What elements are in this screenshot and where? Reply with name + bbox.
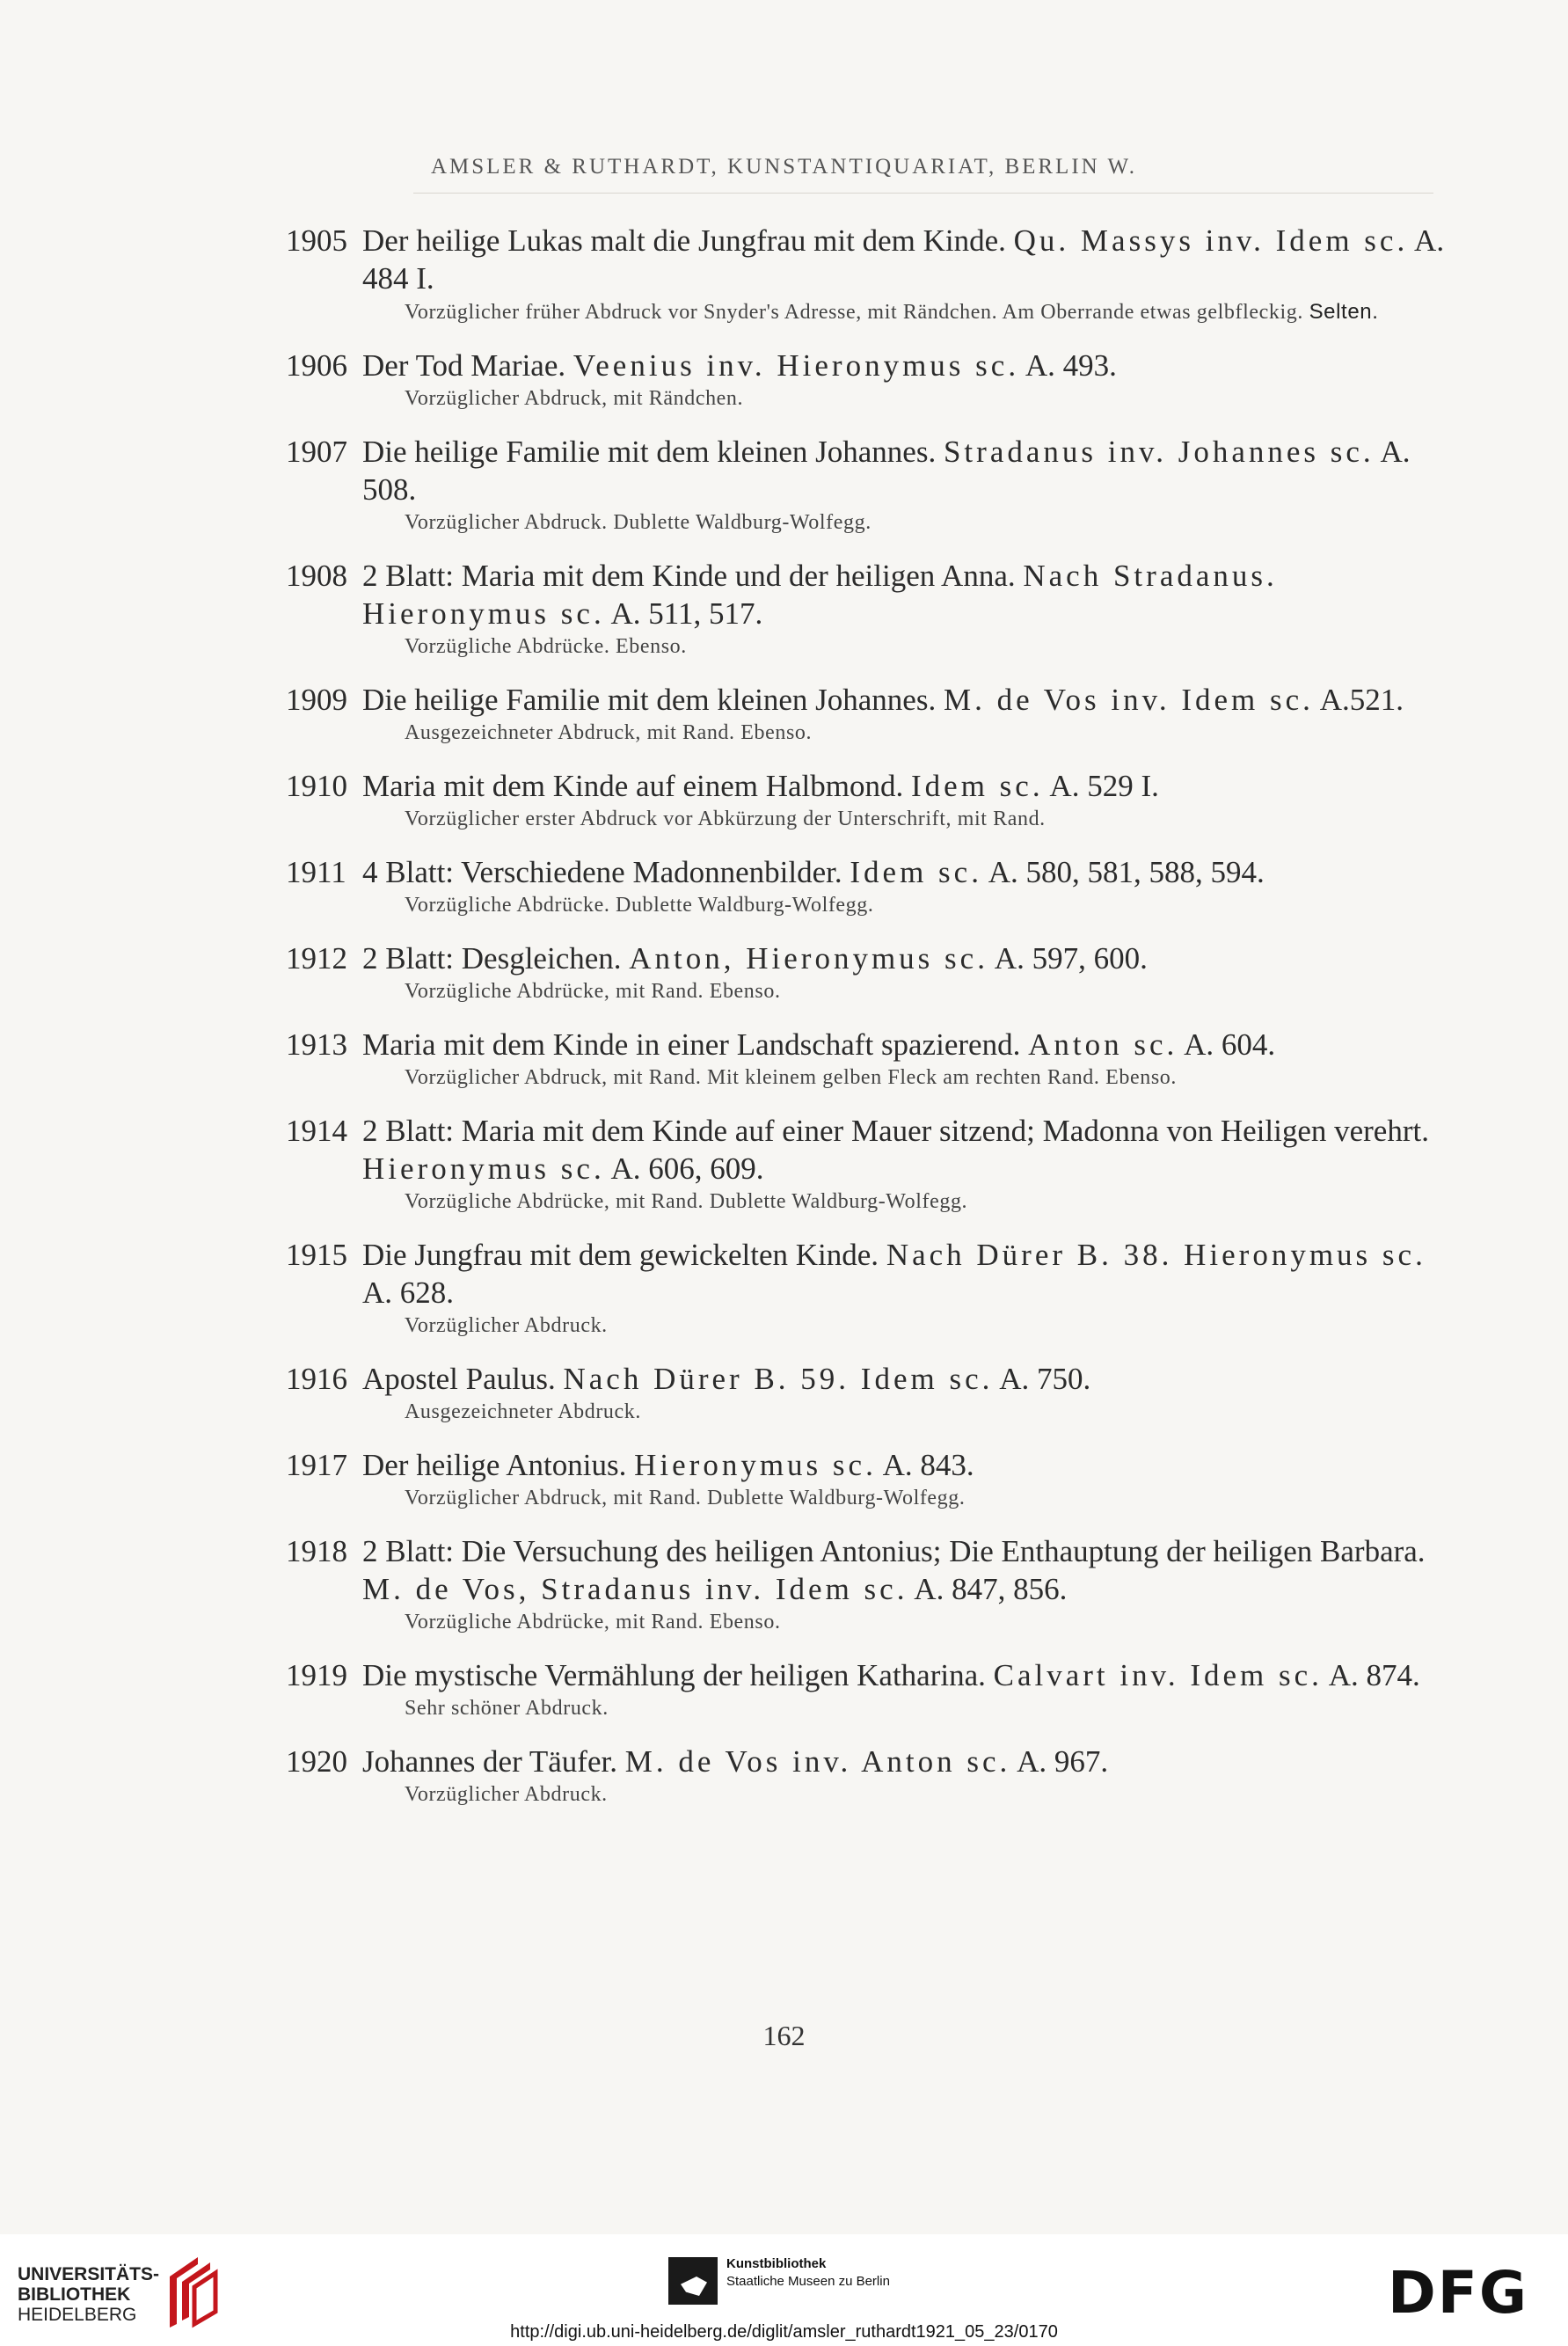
note-text: Vorzügliche Abdrücke. Dublette Waldburg-Wolfegg. bbox=[405, 894, 874, 917]
entry-subject: Die mystische Vermählung der heiligen Katharina. bbox=[362, 1658, 986, 1692]
entry-title bbox=[286, 1026, 1451, 1063]
entry-reference: A. 606, 609. bbox=[610, 1151, 764, 1186]
catalog-entry bbox=[286, 681, 1451, 748]
kb-name: Kunstbibliothek bbox=[726, 2256, 827, 2271]
catalog-entry bbox=[286, 557, 1451, 661]
note-text: Vorzüglicher Abdruck. Dublette Waldburg-Wolfegg. bbox=[405, 511, 872, 534]
entry-artists: Idem sc. bbox=[911, 769, 1044, 803]
note-text: Vorzüglicher Abdruck, mit Rändchen. bbox=[405, 387, 744, 410]
entry-subject: Der heilige Antonius. bbox=[362, 1448, 627, 1482]
entry-artists: Stradanus inv. Johannes sc. bbox=[943, 435, 1375, 469]
entry-reference: A. 843. bbox=[882, 1448, 974, 1482]
entry-condition-note bbox=[286, 384, 1451, 413]
entry-subject: 2 Blatt: Desgleichen. bbox=[362, 941, 622, 976]
ub-heidelberg-mark-icon bbox=[163, 2250, 219, 2331]
entry-title bbox=[286, 681, 1451, 719]
entry-reference: A. 847, 856. bbox=[914, 1572, 1068, 1606]
entry-subject: Die heilige Familie mit dem kleinen Johannes. bbox=[362, 683, 937, 717]
entry-reference: A. 604. bbox=[1184, 1027, 1276, 1062]
entry-title bbox=[286, 1112, 1451, 1188]
entry-title bbox=[286, 939, 1451, 977]
entry-condition-note bbox=[286, 719, 1451, 748]
catalog-entries bbox=[286, 222, 1451, 1829]
ub-logo-line2: BIBLIOTHEK bbox=[18, 2284, 131, 2305]
entry-title bbox=[286, 347, 1451, 384]
catalog-entry bbox=[286, 767, 1451, 834]
entry-subject: Die heilige Familie mit dem kleinen Johannes. bbox=[362, 435, 937, 469]
entry-reference: A. 493. bbox=[1025, 348, 1117, 383]
catalog-entry bbox=[286, 222, 1451, 327]
entry-number: 1918 bbox=[286, 1534, 347, 1568]
catalog-entry bbox=[286, 1026, 1451, 1093]
entry-number: 1917 bbox=[286, 1448, 347, 1482]
entry-number: 1920 bbox=[286, 1744, 347, 1779]
catalog-entry bbox=[286, 1446, 1451, 1513]
note-text: Vorzüglicher Abdruck, mit Rand. Dublette Waldburg-Wolfegg. bbox=[405, 1487, 966, 1509]
entry-subject: Der Tod Mariae. bbox=[362, 348, 566, 383]
entry-title bbox=[286, 1656, 1451, 1694]
note-text: Vorzügliche Abdrücke. Ebenso. bbox=[405, 635, 687, 658]
entry-artists: M. de Vos, Stradanus inv. Idem sc. bbox=[362, 1572, 908, 1606]
entry-title bbox=[286, 767, 1451, 805]
entry-condition-note bbox=[286, 1694, 1451, 1723]
entry-artists: Hieronymus sc. bbox=[362, 1151, 605, 1186]
entry-subject: Die Jungfrau mit dem gewickelten Kinde. bbox=[362, 1238, 879, 1272]
entry-condition-note bbox=[286, 1608, 1451, 1637]
entry-artists: Hieronymus sc. bbox=[634, 1448, 877, 1482]
kb-subtitle: Staatliche Museen zu Berlin bbox=[726, 2274, 890, 2289]
kunstbibliothek-mark-icon bbox=[668, 2257, 718, 2305]
entry-number: 1906 bbox=[286, 348, 347, 383]
entry-subject: Maria mit dem Kinde auf einem Halbmond. bbox=[362, 769, 904, 803]
entry-number: 1911 bbox=[286, 855, 346, 889]
entry-number: 1915 bbox=[286, 1238, 347, 1272]
catalog-entry bbox=[286, 1112, 1451, 1217]
entry-reference: A. 874. bbox=[1328, 1658, 1420, 1692]
entry-number: 1914 bbox=[286, 1114, 347, 1148]
entry-title bbox=[286, 557, 1451, 632]
entry-condition-note bbox=[286, 632, 1451, 661]
entry-subject: 2 Blatt: Maria mit dem Kinde und der heiligen Anna. bbox=[362, 559, 1016, 593]
note-text: Vorzüglicher erster Abdruck vor Abkürzung der Unterschrift, mit Rand. bbox=[405, 808, 1046, 830]
entry-subject: Apostel Paulus. bbox=[362, 1362, 556, 1396]
permalink-url[interactable]: http://digi.ub.uni-heidelberg.de/diglit/amsler_ruthardt1921_05_23/0170 bbox=[510, 2322, 1058, 2342]
note-text: Vorzüglicher Abdruck. bbox=[405, 1783, 608, 1806]
catalog-entry bbox=[286, 1236, 1451, 1341]
entry-artists: Veenius inv. Hieronymus sc. bbox=[573, 348, 1020, 383]
entry-title bbox=[286, 222, 1451, 297]
entry-subject: 2 Blatt: Maria mit dem Kinde auf einer Mauer sitzend; Madonna von Heiligen verehrt. bbox=[362, 1114, 1429, 1148]
note-text: Sehr schöner Abdruck. bbox=[405, 1697, 609, 1720]
entry-title bbox=[286, 1236, 1451, 1312]
entry-number: 1916 bbox=[286, 1362, 347, 1396]
note-text: Ausgezeichneter Abdruck. bbox=[405, 1400, 641, 1423]
entry-subject: 2 Blatt: Die Versuchung des heiligen Antonius; Die Enthauptung der heiligen Barbara. bbox=[362, 1534, 1426, 1568]
catalog-entry bbox=[286, 1532, 1451, 1637]
note-text: Vorzüglicher Abdruck, mit Rand. Mit kleinem gelben Fleck am rechten Rand. Ebenso. bbox=[405, 1066, 1177, 1089]
entry-number: 1908 bbox=[286, 559, 347, 593]
entry-number: 1907 bbox=[286, 435, 347, 469]
entry-artists: Anton sc. bbox=[1028, 1027, 1178, 1062]
entry-subject: Der heilige Lukas malt die Jungfrau mit dem Kinde. bbox=[362, 223, 1006, 258]
entry-subject: Johannes der Täufer. bbox=[362, 1744, 617, 1779]
entry-number: 1919 bbox=[286, 1658, 347, 1692]
note-emphasis: Selten. bbox=[1309, 300, 1379, 324]
entry-artists: Anton, Hieronymus sc. bbox=[629, 941, 988, 976]
note-text: Ausgezeichneter Abdruck, mit Rand. Ebenso. bbox=[405, 721, 813, 744]
catalog-entry bbox=[286, 433, 1451, 537]
entry-reference: A. 511, 517. bbox=[610, 596, 763, 631]
entry-condition-note bbox=[286, 1780, 1451, 1809]
entry-condition-note bbox=[286, 891, 1451, 920]
entry-artists: Nach Stradanus. Hieronymus sc. bbox=[362, 559, 1278, 631]
entry-reference: A. 967. bbox=[1017, 1744, 1109, 1779]
entry-reference: A. 529 I. bbox=[1049, 769, 1159, 803]
digitization-footer bbox=[0, 2234, 1568, 2346]
note-text: Vorzüglicher Abdruck. bbox=[405, 1314, 608, 1337]
entry-reference: A.521. bbox=[1319, 683, 1404, 717]
note-text: Vorzügliche Abdrücke, mit Rand. Dublette Waldburg-Wolfegg. bbox=[405, 1190, 968, 1213]
entry-title bbox=[286, 853, 1451, 891]
entry-reference: A. 484 I. bbox=[362, 223, 1445, 296]
entry-condition-note bbox=[286, 1188, 1451, 1217]
dfg-logo[interactable]: DFG bbox=[1388, 2259, 1529, 2327]
note-text: Vorzügliche Abdrücke, mit Rand. Ebenso. bbox=[405, 980, 781, 1003]
entry-condition-note bbox=[286, 1484, 1451, 1513]
entry-reference: A. 580, 581, 588, 594. bbox=[988, 855, 1265, 889]
entry-artists: Idem sc. bbox=[850, 855, 982, 889]
header-rule bbox=[413, 193, 1433, 194]
entry-condition-note bbox=[286, 1312, 1451, 1341]
entry-condition-note bbox=[286, 1063, 1451, 1093]
entry-condition-note bbox=[286, 508, 1451, 537]
entry-number: 1912 bbox=[286, 941, 347, 976]
entry-artists: M. de Vos inv. Anton sc. bbox=[624, 1744, 1011, 1779]
catalog-entry bbox=[286, 939, 1451, 1006]
entry-condition-note bbox=[286, 297, 1451, 327]
note-text: Vorzügliche Abdrücke, mit Rand. Ebenso. bbox=[405, 1611, 781, 1633]
catalog-entry bbox=[286, 1360, 1451, 1427]
entry-title bbox=[286, 1532, 1451, 1608]
entry-subject: 4 Blatt: Verschiedene Madonnenbilder. bbox=[362, 855, 842, 889]
entry-condition-note bbox=[286, 977, 1451, 1006]
entry-number: 1905 bbox=[286, 223, 347, 258]
ub-logo-line3: HEIDELBERG bbox=[18, 2305, 137, 2325]
entry-reference: A. 628. bbox=[362, 1275, 455, 1310]
entry-title bbox=[286, 433, 1451, 508]
catalog-entry bbox=[286, 347, 1451, 413]
entry-artists: Qu. Massys inv. Idem sc. bbox=[1013, 223, 1409, 258]
catalog-entry bbox=[286, 853, 1451, 920]
catalog-entry bbox=[286, 1656, 1451, 1723]
entry-title bbox=[286, 1360, 1451, 1398]
entry-artists: Nach Dürer B. 38. Hieronymus sc. bbox=[886, 1238, 1426, 1272]
page-number: 162 bbox=[762, 2020, 806, 2051]
entry-number: 1913 bbox=[286, 1027, 347, 1062]
entry-reference: A. 508. bbox=[362, 435, 1411, 507]
ub-logo-line1: UNIVERSITÄTS- bbox=[18, 2264, 160, 2284]
entry-artists: M. de Vos inv. Idem sc. bbox=[943, 683, 1314, 717]
entry-number: 1909 bbox=[286, 683, 347, 717]
entry-artists: Calvart inv. Idem sc. bbox=[993, 1658, 1323, 1692]
entry-reference: A. 750. bbox=[999, 1362, 1091, 1396]
entry-title bbox=[286, 1446, 1451, 1484]
entry-condition-note bbox=[286, 805, 1451, 834]
entry-reference: A. 597, 600. bbox=[994, 941, 1148, 976]
entry-artists: Nach Dürer B. 59. Idem sc. bbox=[563, 1362, 994, 1396]
entry-number: 1910 bbox=[286, 769, 347, 803]
entry-subject: Maria mit dem Kinde in einer Landschaft spazierend. bbox=[362, 1027, 1021, 1062]
ub-heidelberg-logo[interactable] bbox=[18, 2264, 159, 2325]
note-text: Vorzüglicher früher Abdruck vor Snyder's Adresse, mit Rändchen. Am Oberrande etwas gelbfleckig. bbox=[405, 301, 1303, 324]
entry-condition-note bbox=[286, 1398, 1451, 1427]
catalog-entry bbox=[286, 1743, 1451, 1809]
entry-title bbox=[286, 1743, 1451, 1780]
running-head: AMSLER & RUTHARDT, KUNSTANTIQUARIAT, BERLIN W. bbox=[430, 155, 1138, 179]
